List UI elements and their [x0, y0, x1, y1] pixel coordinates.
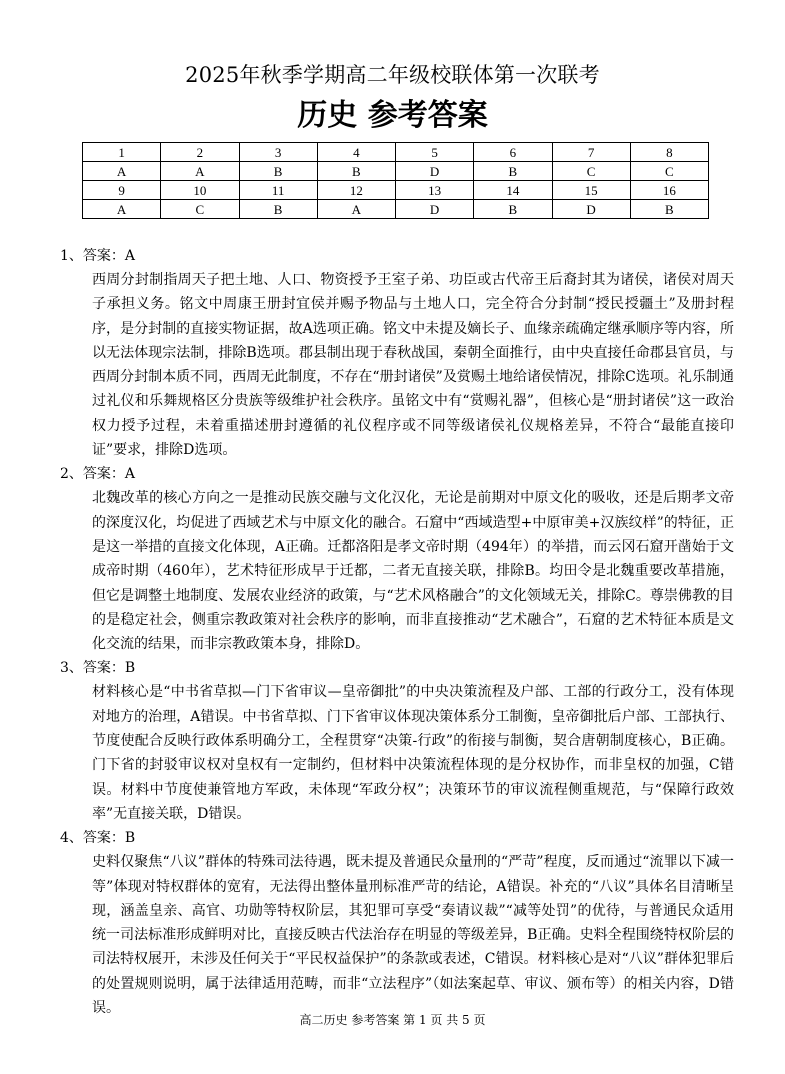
answer-key-table: [82, 142, 709, 219]
question-number-cell: 11: [239, 181, 317, 200]
question-explanation: [60, 244, 734, 462]
answer-letter-cell: B: [317, 162, 395, 181]
answer-letter-cell: C: [552, 162, 630, 181]
explanations-section: [60, 244, 734, 1020]
answer-letter-cell: C: [161, 200, 239, 219]
question-number-cell: 9: [83, 181, 161, 200]
document-subtitle: 历史 参考答案: [297, 98, 488, 133]
explanation-text: 材料核心是“中书省草拟—门下省审议—皇帝御批”的中央决策流程及户部、工部的行政分工，没有体现对地方的治理，A错误。中书省草拟、门下省审议体现决策体系分工制衡，皇帝御批后户部、工部执行、节度使配合反映行政体系明确分工，全程贯穿“决策-行政”的衔接与制衡，契合唐朝制度核心，B正确。门下省的封驳审议权对皇权有一定制约，但材料中决策流程体现的是分权协作，而非皇权的加强，C错误。材料中节度使兼管地方军政，未体现“军政分权”；决策环节的审议流程侧重规范，与“保障行政效率”无直接关联，D错误。: [92, 684, 734, 822]
question-number-cell: 7: [552, 143, 630, 162]
answer-letter-cell: B: [474, 200, 552, 219]
answer-letter-cell: D: [552, 200, 630, 219]
answer-letter-cell: A: [83, 200, 161, 219]
answer-letter-cell: A: [161, 162, 239, 181]
question-explanation: [60, 826, 734, 1020]
question-number-row: [83, 181, 709, 200]
question-number-cell: 8: [630, 143, 708, 162]
question-number-cell: 6: [474, 143, 552, 162]
page-footer: 高二历史 参考答案 第 1 页 共 5 页: [299, 1013, 486, 1027]
question-number-cell: 16: [630, 181, 708, 200]
answer-letter-cell: B: [630, 200, 708, 219]
answer-heading: 3、答案：B: [60, 660, 136, 677]
question-number-cell: 1: [83, 143, 161, 162]
question-number-cell: 12: [317, 181, 395, 200]
question-number-row: [83, 143, 709, 162]
answer-letter-cell: B: [239, 200, 317, 219]
question-number-cell: 4: [317, 143, 395, 162]
answer-letter-row: [83, 162, 709, 181]
exam-title: 2025年秋季学期高二年级校联体第一次联考: [185, 63, 600, 87]
answer-letter-cell: D: [396, 200, 474, 219]
explanation-text: 北魏改革的核心方向之一是推动民族交融与文化汉化，无论是前期对中原文化的吸收，还是后期孝文帝的深度汉化，均促进了西域艺术与中原文化的融合。石窟中“西域造型+中原审美+汉族纹样”的特征，正是这一举措的直接文化体现，A正确。迁都洛阳是孝文帝时期（494年）的举措，而云冈石窟开凿始于文成帝时期（460年），艺术特征形成早于迁都，二者无直接关联，排除B。均田令是北魏重要改革措施，但它是调整土地制度、发展农业经济的政策，与“艺术风格融合”的文化领域无关，排除C。尊崇佛教的目的是稳定社会，侧重宗教政策对社会秩序的影响，而非直接推动“艺术融合”，石窟的艺术特征本质是文化交流的结果，而非宗教政策本身，排除D。: [92, 490, 734, 653]
answer-letter-cell: B: [239, 162, 317, 181]
explanation-text: 史料仅聚焦“八议”群体的特殊司法待遇，既未提及普通民众量刑的“严苛”程度，反而通过“流罪以下减一等”体现对特权群体的宽宥，无法得出整体量刑标准严苛的结论，A错误。补充的“八议”具体名目清晰呈现，涵盖皇亲、高官、功勋等特权阶层，其犯罪可享受“奏请议裁”“减等处罚”的优待，与普通民众适用统一司法标准形成鲜明对比，直接反映古代法治存在明显的等级差异，B正确。史料全程围绕特权阶层的司法特权展开，未涉及任何关于“平民权益保护”的条款或表述，C错误。材料核心是对“八议”群体犯罪后的处置规则说明，属于法律适用范畴，而非“立法程序”（如法案起草、审议、颁布等）的相关内容，D错误。: [92, 854, 734, 1017]
answer-letter-cell: B: [474, 162, 552, 181]
answer-letter-cell: D: [396, 162, 474, 181]
question-number-cell: 10: [161, 181, 239, 200]
question-number-cell: 13: [396, 181, 474, 200]
answer-letter-row: [83, 200, 709, 219]
question-explanation: [60, 656, 734, 826]
explanation-text: 西周分封制指周天子把土地、人口、物资授予王室子弟、功臣或古代帝王后裔封其为诸侯，诸侯对周天子承担义务。铭文中周康王册封宜侯并赐予物品与土地人口，完全符合分封制“授民授疆土”及册封程序，是分封制的直接实物证据，故A选项正确。铭文中未提及嫡长子、血缘亲疏确定继承顺序等内容，所以无法体现宗法制，排除B选项。郡县制出现于春秋战国，秦朝全面推行，由中央直接任命郡县官员，与西周分封制本质不同，西周无此制度，不存在“册封诸侯”及赏赐土地给诸侯情况，排除C选项。礼乐制通过礼仪和乐舞规格区分贵族等级维护社会秩序。虽铭文中有“赏赐礼器”，但核心是“册封诸侯”这一政治权力授予过程，未着重描述册封遵循的礼仪程序或不同等级诸侯礼仪规格差异，不符合“最能直接印证”要求，排除D选项。: [92, 272, 734, 459]
question-number-cell: 2: [161, 143, 239, 162]
question-number-cell: 15: [552, 181, 630, 200]
answer-heading: 2、答案：A: [60, 466, 136, 483]
question-number-cell: 5: [396, 143, 474, 162]
question-explanation: [60, 462, 734, 656]
answer-letter-cell: A: [317, 200, 395, 219]
answer-heading: 1、答案：A: [60, 248, 136, 264]
answer-letter-cell: C: [630, 162, 708, 181]
question-number-cell: 3: [239, 143, 317, 162]
answer-heading: 4、答案：B: [60, 830, 136, 847]
question-number-cell: 14: [474, 181, 552, 200]
answer-letter-cell: A: [83, 162, 161, 181]
